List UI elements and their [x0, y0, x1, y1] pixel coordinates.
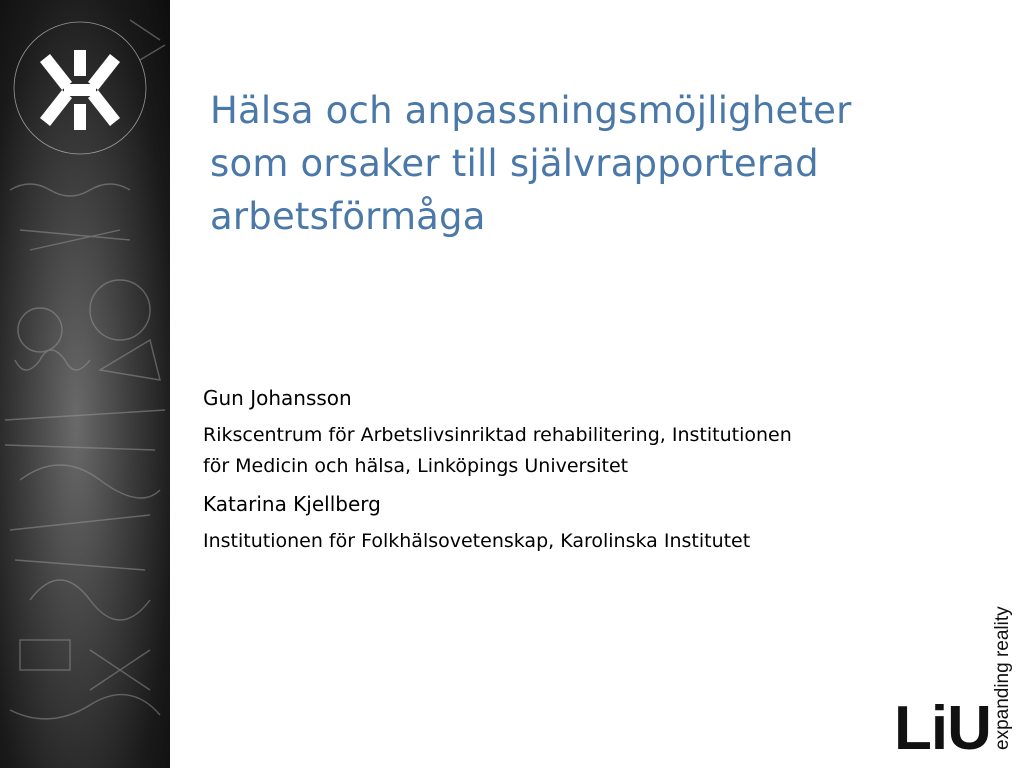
author-list: [203, 382, 993, 563]
decorative-sidebar: [0, 0, 170, 768]
slide-title: [210, 84, 1000, 243]
title-line: som orsaker till självrapporterad: [210, 142, 819, 185]
author-affiliation: [203, 526, 993, 557]
affiliation-line: Rikscentrum för Arbetslivsinriktad rehabilitering, Institutionen: [203, 424, 792, 446]
logo-tagline: expanding reality: [992, 606, 1013, 750]
author-name: Gun Johansson: [203, 386, 352, 410]
title-line: arbetsförmåga: [210, 195, 486, 238]
author-name: Katarina Kjellberg: [203, 492, 381, 516]
title-line: Hälsa och anpassningsmöjligheter: [210, 89, 852, 132]
liu-logo: [894, 606, 1014, 763]
author-affiliation: [203, 420, 993, 482]
university-seal-icon: [10, 18, 150, 158]
affiliation-line: Institutionen för Folkhälsovetenskap, Karolinska Institutet: [203, 530, 751, 552]
logo-letters: LiU: [894, 694, 991, 763]
affiliation-line: för Medicin och hälsa, Linköpings Universitet: [203, 455, 629, 477]
